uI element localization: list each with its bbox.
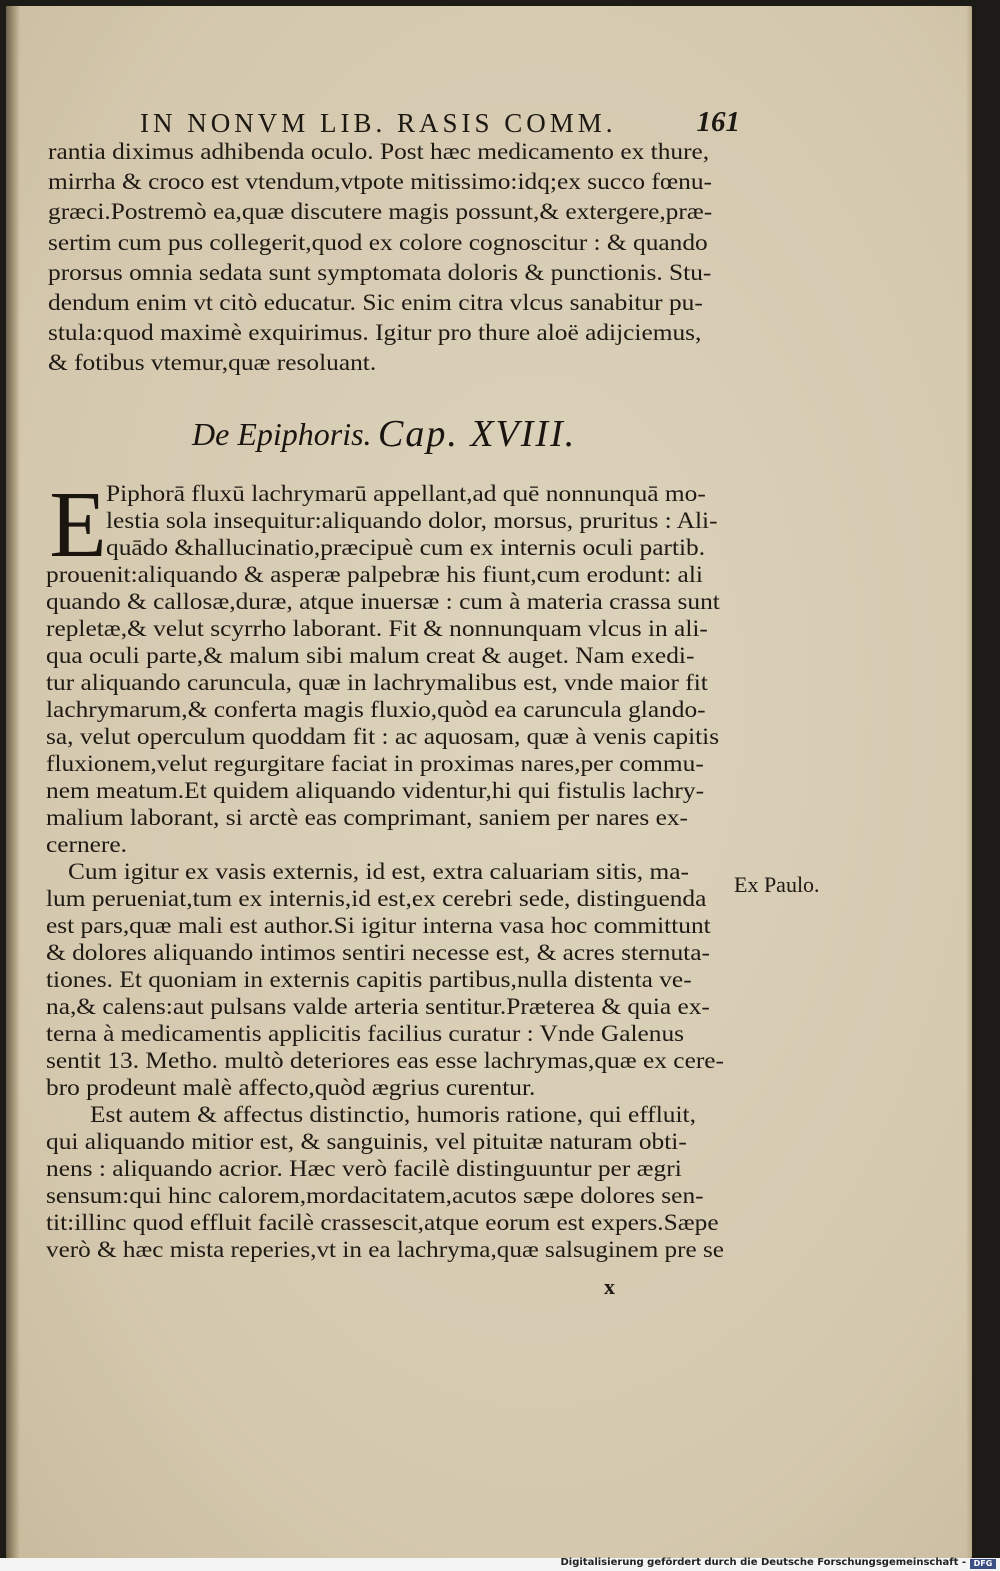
text-line: & dolores aliquando intimos sentiri necesse est, & acres sternuta- (46, 940, 710, 966)
text-line: rantia diximus adhibenda oculo. Post hæc medicamento ex thure, (48, 139, 710, 165)
text-line: nens : aliquando acrior. Hæc verò facilè distinguuntur per ægri (46, 1156, 682, 1182)
page-number: 161 (696, 106, 740, 138)
text-line: est pars,quæ mali est author.Si igitur interna vasa hoc committunt (46, 913, 711, 939)
footer-credit: Digitalisierung gefördert durch die Deutsche Forschungsgemeinschaft - (560, 1557, 966, 1568)
text-line: Piphorā fluxū lachrymarū appellant,ad quē nonnunquā mo- (106, 481, 706, 507)
text-line: tur aliquando caruncula, quæ in lachrymalibus est, vnde maior fit (46, 670, 708, 696)
text-line: lestia sola insequitur:aliquando dolor, morsus, pruritus : Ali- (106, 508, 718, 534)
chapter-title: De Epiphoris. (192, 416, 372, 452)
text-line: græci.Postremò ea,quæ discutere magis possunt,& extergere,præ- (48, 199, 713, 226)
text-line: tiones. Et quoniam in externis capitis partibus,nulla distenta ve- (46, 967, 692, 993)
digitization-footer (0, 1558, 1000, 1571)
text-line: quādo &hallucinatio,præcipuè cum ex internis oculi partib. (106, 535, 706, 561)
text-line: quando & callosæ,duræ, atque inuersæ : cum à materia crassa sunt (46, 589, 720, 615)
text-line: sensum:qui hinc calorem,mordacitatem,acutos sæpe dolores sen- (46, 1183, 704, 1209)
text-line: tit:illinc quod effluit facilè crassescit,atque eorum est expers.Sæpe (46, 1210, 719, 1236)
text-line: fluxionem,velut regurgitare faciat in proximas nares,per commu- (46, 751, 704, 777)
drop-capital: E (49, 473, 107, 577)
text-line: repletæ,& velut scyrrho laborant. Fit & nonnunquam vlcus in ali- (46, 616, 708, 642)
text-line: prouenit:aliquando & asperæ palpebræ his fiunt,cum erodunt: ali (46, 562, 703, 588)
margin-note: Ex Paulo. (734, 872, 820, 897)
running-title: IN NONVM LIB. RASIS COMM. (140, 108, 617, 138)
text-line: mirrha & croco est vtendum,vtpote mitissimo:idq;ex succo fœnu- (48, 169, 712, 196)
text-line: Est autem & affectus distinctio, humoris ratione, qui effluit, (90, 1102, 696, 1128)
book-page (6, 6, 972, 1558)
text-line: prorsus omnia sedata sunt symptomata doloris & punctionis. Stu- (48, 259, 712, 286)
text-line: lachrymarum,& conferta magis fluxio,quòd ea caruncula glando- (46, 697, 706, 723)
text-line: & fotibus vtemur,quæ resoluant. (48, 350, 377, 377)
text-line: nem meatum.Et quidem aliquando videntur,hi qui fistulis lachry- (46, 778, 705, 804)
text-line: sa, velut operculum quoddam fit : ac aquosam, quæ à venis capitis (46, 724, 720, 750)
text-line: lum perueniat,tum ex internis,id est,ex cerebri sede, distinguenda (46, 886, 707, 912)
dfg-logo: DFG (970, 1559, 996, 1569)
text-line: verò & hæc mista reperies,vt in ea lachryma,quæ salsuginem pre se (46, 1237, 724, 1263)
text-line: terna à medicamentis applicitis facilius curatur : Vnde Galenus (46, 1021, 685, 1047)
text-line: dendum enim vt citò educatur. Sic enim citra vlcus sanabitur pu- (48, 290, 703, 316)
text-line: cernere. (46, 832, 127, 858)
text-line: sertim cum pus collegerit,quod ex colore cognoscitur : & quando (48, 229, 708, 256)
text-line: qua oculi parte,& malum sibi malum creat & auget. Nam exedi- (46, 643, 695, 669)
text-line: qui aliquando mitior est, & sanguinis, vel pituitæ naturam obti- (46, 1129, 687, 1155)
text-line: sentit 13. Metho. multò deteriores eas esse lachrymas,quæ ex cere- (46, 1048, 725, 1074)
signature-mark: x (604, 1274, 615, 1299)
text-line: bro prodeunt malè affecto,quòd ægrius curentur. (46, 1075, 536, 1101)
text-block-main (6, 6, 972, 1558)
text-line: stula:quod maximè exquirimus. Igitur pro thure aloë adijciemus, (48, 320, 702, 347)
chapter-number: Cap. XVIII. (378, 413, 577, 455)
text-line: malium laborant, si arctè eas comprimant, saniem per nares ex- (46, 805, 689, 831)
text-line: Cum igitur ex vasis externis, id est, extra caluariam sitis, ma- (68, 859, 689, 885)
text-line: na,& calens:aut pulsans valde arteria sentitur.Præterea & quia ex- (46, 994, 710, 1020)
